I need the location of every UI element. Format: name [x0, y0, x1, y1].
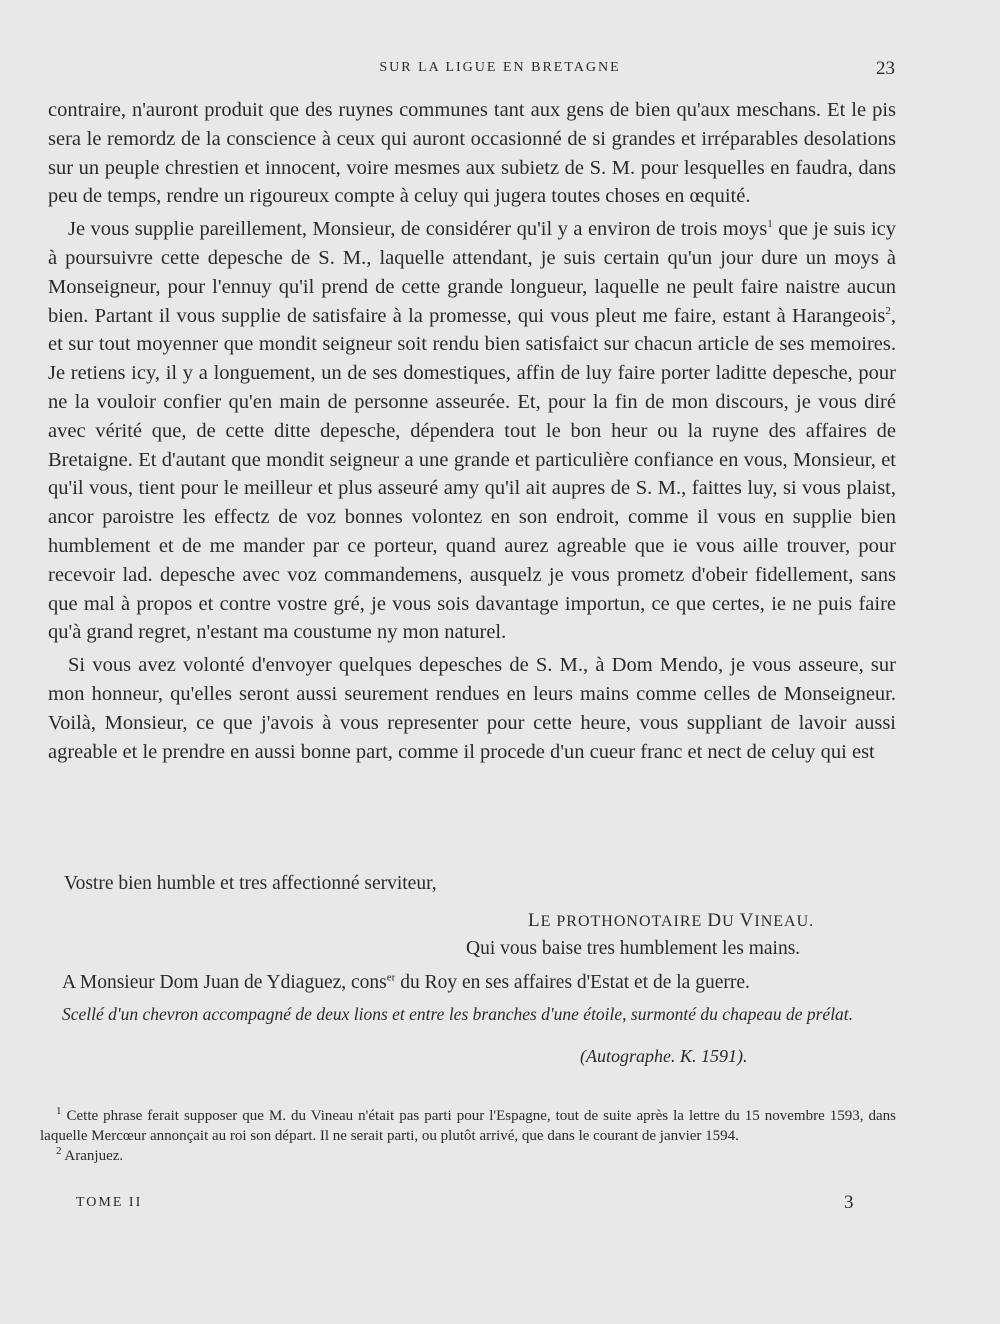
running-title: SUR LA LIGUE EN BRETAGNE — [379, 60, 621, 75]
footnote-ref-2: 2 — [885, 304, 891, 317]
footnote-1 — [40, 1106, 896, 1146]
paragraph-2-part-c: , et sur tout moyenner que mondit seigneur soit rendu bien satisfaict sur chacun article de ses memoires. Je retiens icy, il y a longuement, un de ses domestiques, affin de luy faire porter laditte depesche, pour ne la vouloir confier qu'en main de personne asseurée. Et, pour la fin de mon discours, je vous diré avec vérité que, de cette ditte depesche, dépendera tout le bon heur ou la ruyne des affaires de Bretaigne. Et d'autant que mondit seigneur a une grande et particulière confiance en vous, Monsieur, et qu'il vous, tient pour le meilleur et plus asseuré amy qu'il ait aupres de S. M., faittes luy, si vous plaist, ancor paroistre les effectz de voz bonnes volontez en son endroit, comme il vous en supplie bien humblement et de me mander par ce porteur, quand aurez agreable que ie vous aille trouver, pour recevoir lad. depesche avec voz commandemens, ausquelz je vous prometz d'obeir fidellement, sans que mal à propos et contre vostre gré, je vous sois davantage importun, ce que certes, ie ne puis faire qu'à grand regret, n'estant ma coustume ny mon naturel. — [48, 304, 896, 644]
address-part-b: du Roy en ses affaires d'Estat et de la guerre. — [395, 972, 750, 993]
sig-small-3: INEAU. — [754, 913, 815, 930]
footnote-2-mark: 2 — [56, 1145, 62, 1157]
letter-body — [48, 96, 896, 766]
page-number: 23 — [876, 58, 895, 79]
seal-description: Scellé d'un chevron accompagné de deux lions et entre les branches d'une étoile, surmonté du chapeau de prélat. — [62, 1004, 854, 1024]
paragraph-2-part-b: que je suis icy à poursuivre cette depesche de S. M., laquelle attendant, je suis certain qu'un jour dure un moys à Monseigneur, pour l'ennuy qu'il prend de cette grande longueur, laquelle ne peult faire naistre aucun bien. Partant il vous supplie de satisfaire à la promesse, qui vous pleut me faire, estant à Harangeois — [48, 218, 896, 327]
sig-cap-l: L — [528, 910, 541, 931]
printer-signature: TOME II — [76, 1195, 143, 1210]
closing-salutation: Vostre bien humble et tres affectionné serviteur, — [64, 873, 437, 894]
footnote-2-text: Aranjuez. — [61, 1148, 124, 1164]
address-line — [62, 972, 898, 994]
footnote-1-mark: 1 — [56, 1105, 62, 1117]
footnote-2 — [40, 1146, 896, 1166]
sig-small-2: U — [722, 913, 740, 930]
paragraph-2-part-a: Je vous supplie pareillement, Monsieur, de considérer qu'il y a environ de trois moys — [68, 218, 768, 241]
sig-small-1: E PROTHONOTAIRE — [540, 913, 708, 930]
kiss-hands-line: Qui vous baise tres humblement les mains. — [466, 938, 801, 959]
address-part-a: A Monsieur Dom Juan de Ydiaguez, cons — [62, 972, 387, 993]
signature-name — [528, 910, 814, 932]
paragraph-3: Si vous avez volonté d'envoyer quelques depesches de S. M., à Dom Mendo, je vous asseure, sur mon honneur, qu'elles seront aussi seurement rendues en leurs mains comme celles de Monseigneur. Voilà, Monsieur, ce que j'avois à vous representer pour cette heure, vous suppliant de lavoir aussi agreable et le prendre en aussi bonne part, comme il procede d'un cueur franc et nect de celuy qui est — [48, 654, 896, 763]
footnote-1-text: Cette phrase ferait supposer que M. du Vineau n'était pas parti pour l'Espagne, tout de suite après la lettre du 15 novembre 1593, dans laquelle Mercœur annonçait au roi son départ. Il ne serait parti, ou plutôt arrivé, que dans le courant de janvier 1594. — [40, 1108, 896, 1144]
sig-cap-v: V — [739, 910, 755, 931]
source-reference: (Autographe. K. 1591). — [580, 1046, 748, 1066]
paragraph-2 — [48, 215, 896, 647]
footnote-ref-1: 1 — [767, 218, 773, 231]
footnotes — [40, 1106, 896, 1166]
paragraph-1: contraire, n'auront produit que des ruynes communes tant aux gens de bien qu'aux meschans. Et le pis sera le remordz de la conscience à ceux qui auront occasionné de si grandes et irréparables desolations sur un peuple chrestien et innocent, voire mesmes aux subietz de S. M. pour lesquelles en faudra, dans peu de temps, rendre un rigoureux compte à celuy qui jugera toutes choses en œquité. — [48, 99, 896, 208]
printer-signature-number: 3 — [844, 1192, 854, 1213]
address-superscript: er — [386, 971, 396, 984]
sig-cap-d: D — [707, 910, 723, 931]
